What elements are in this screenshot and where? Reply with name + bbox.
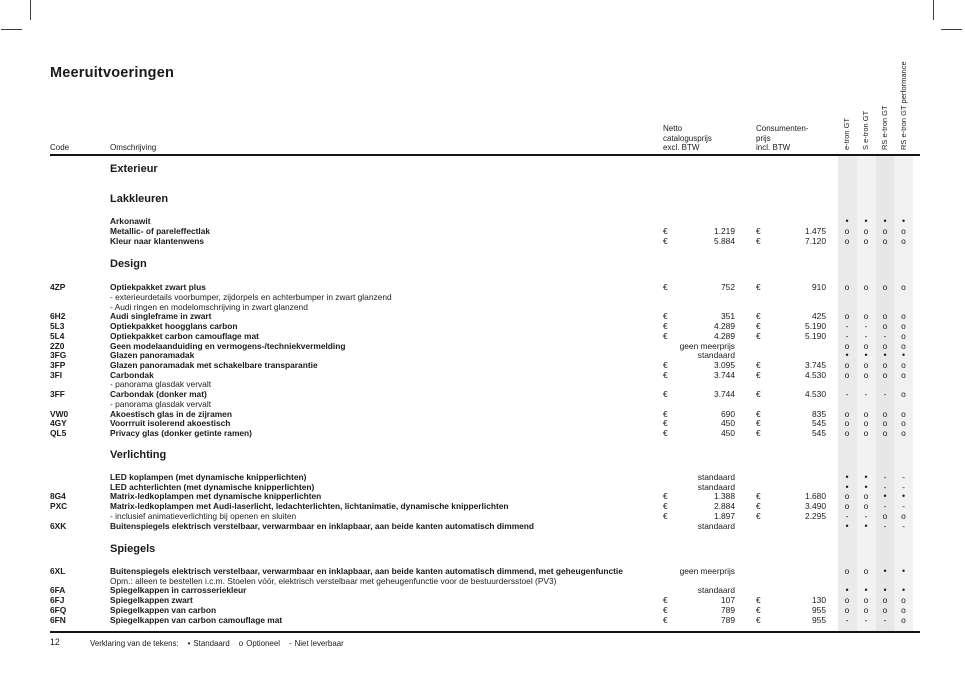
availability-cell: o (882, 282, 888, 293)
netto-price: 752 (721, 282, 735, 293)
model-column-label: RS e-tron GT (880, 105, 889, 150)
row-description: Metallic- of pareleffectlak (110, 226, 211, 237)
currency-symbol: € (663, 501, 668, 512)
row-description: Buitenspiegels elektrisch verstelbaar, verwarmbaar en inklapbaar, aan beide kanten automatisch dimmend (110, 520, 535, 531)
consumer-price: 910 (812, 282, 826, 293)
consumer-price: 5.190 (805, 321, 826, 332)
row-description: - Audi ringen en modelomschrijving in zwart glanzend (110, 301, 308, 312)
availability-cell: o (882, 369, 888, 380)
availability-cell: • (864, 520, 868, 531)
currency-symbol: € (756, 389, 761, 400)
availability-cell: o (901, 595, 906, 606)
consumer-price: 545 (812, 418, 826, 429)
legend-symbol: • (187, 638, 191, 648)
availability-cell: o (882, 226, 888, 237)
section-heading: Exterieur (110, 163, 158, 175)
row-description: Matrix-ledkoplampen met Audi-laserlicht, ledachterlichten, lichtanimatie, dynamische knipperlichten (110, 501, 509, 512)
availability-cell: o (901, 321, 906, 332)
availability-cell: • (845, 216, 849, 227)
availability-cell: o (844, 369, 850, 380)
legend-prefix: Verklaring van de tekens: (90, 638, 179, 648)
availability-cell: • (864, 481, 868, 492)
availability-cell: - (845, 389, 849, 400)
availability-cell: o (901, 235, 906, 246)
availability-cell: o (863, 428, 869, 438)
availability-cell: o (844, 604, 850, 615)
availability-cell: o (863, 311, 869, 322)
currency-symbol: € (663, 226, 668, 237)
availability-cell: o (901, 408, 906, 419)
legend-item (188, 639, 230, 648)
availability-cell: o (863, 491, 869, 502)
availability-cell: o (901, 311, 906, 322)
currency-symbol: € (756, 321, 761, 332)
legend-label: Niet leverbaar (294, 638, 344, 648)
availability-cell: - (845, 321, 849, 332)
availability-cell: o (863, 566, 869, 576)
currency-symbol: € (663, 282, 668, 293)
row-description: Glazen panoramadak met schakelbare transparantie (110, 359, 318, 370)
availability-cell: o (844, 235, 850, 246)
availability-cell: o (844, 226, 850, 237)
consumer-price: 425 (812, 311, 826, 322)
availability-cell: o (882, 359, 888, 370)
availability-cell: • (901, 585, 906, 596)
availability-cell: - (902, 501, 905, 512)
table-row (0, 429, 965, 439)
legend-label: Optioneel (246, 638, 280, 648)
row-description: Spiegelkappen in carrosseriekleur (110, 585, 247, 596)
availability-cell: • (864, 216, 868, 227)
crop-mark-top-left-vertical (30, 0, 31, 20)
currency-symbol: € (756, 604, 761, 615)
availability-cell: • (845, 472, 849, 482)
row-code: 6FQ (50, 604, 67, 615)
netto-price: 789 (721, 614, 735, 625)
table-row (0, 522, 965, 532)
availability-cell: o (863, 418, 869, 429)
availability-cell: - (883, 389, 887, 400)
section-heading: Lakkleuren (110, 193, 169, 205)
column-header-consumer-price (756, 124, 808, 153)
availability-cell: o (901, 340, 906, 351)
availability-cell: - (902, 520, 905, 531)
availability-cell: - (883, 472, 887, 482)
row-description: LED koplampen (met dynamische knipperlichten) (110, 472, 307, 482)
row-code: 4ZP (50, 282, 66, 293)
currency-symbol: € (756, 408, 761, 419)
model-column-label: e-tron GT (842, 117, 851, 150)
netto-price: 4.289 (714, 330, 735, 341)
netto-price: 107 (721, 595, 735, 606)
currency-symbol: € (756, 491, 761, 502)
availability-cell: o (901, 418, 906, 429)
netto-price: 690 (721, 408, 735, 419)
currency-symbol: € (663, 369, 668, 380)
availability-cell: o (882, 418, 888, 429)
availability-cell: o (882, 311, 888, 322)
availability-cell: o (844, 491, 850, 502)
availability-cell: o (901, 359, 906, 370)
availability-cell: - (864, 389, 868, 400)
availability-cell: o (863, 501, 869, 512)
availability-cell: • (901, 566, 906, 576)
availability-cell: - (883, 614, 887, 625)
netto-header-line: catalogusprijs (663, 133, 712, 143)
page-number: 12 (50, 637, 60, 647)
currency-symbol: € (663, 491, 668, 502)
price-label: standaard (697, 350, 735, 361)
availability-cell: o (882, 428, 888, 438)
currency-symbol: € (756, 282, 761, 293)
currency-symbol: € (663, 418, 668, 429)
availability-cell: o (882, 235, 888, 246)
row-code: 6FN (50, 614, 66, 625)
availability-cell: • (845, 585, 849, 596)
availability-cell: • (901, 350, 906, 361)
currency-symbol: € (663, 389, 668, 400)
availability-cell: o (863, 340, 869, 351)
netto-price: 789 (721, 604, 735, 615)
netto-price: 1.219 (714, 226, 735, 237)
row-code: 5L3 (50, 321, 65, 332)
currency-symbol: € (756, 595, 761, 606)
currency-symbol: € (663, 510, 668, 521)
availability-cell: o (882, 321, 888, 332)
row-description: Buitenspiegels elektrisch verstelbaar, verwarmbaar en inklapbaar, aan beide kanten automatisch dimmend, met geheugenfunctie (110, 566, 623, 576)
availability-cell: o (901, 604, 906, 615)
row-code: 3FI (50, 369, 63, 380)
row-description: Arkonawit (110, 216, 151, 227)
availability-cell: o (901, 389, 906, 400)
currency-symbol: € (663, 359, 668, 370)
availability-cell: o (863, 226, 869, 237)
model-column-label: RS e-tron GT performance (898, 61, 908, 150)
currency-symbol: € (663, 311, 668, 322)
currency-symbol: € (756, 311, 761, 322)
section-heading: Spiegels (110, 543, 156, 555)
availability-cell: o (901, 226, 906, 237)
availability-cell: • (864, 350, 868, 361)
availability-cell: - (864, 510, 868, 521)
netto-price: 351 (721, 311, 735, 322)
row-description: Akoestisch glas in de zijramen (110, 408, 232, 419)
availability-cell: o (882, 604, 888, 615)
consumer-header-line: incl. BTW (756, 143, 791, 153)
availability-cell: - (845, 510, 849, 521)
netto-price: 450 (721, 418, 735, 429)
consumer-price: 1.475 (805, 226, 826, 237)
availability-cell: o (844, 359, 850, 370)
availability-cell: o (844, 566, 850, 576)
row-description: Spiegelkappen van carbon camouflage mat (110, 614, 283, 625)
row-description: Voorrruit isolerend akoestisch (110, 418, 231, 429)
row-code: QL5 (50, 428, 67, 438)
row-description: Privacy glas (donker getinte ramen) (110, 428, 252, 438)
row-code: 6XK (50, 520, 67, 531)
availability-cell: - (902, 472, 905, 482)
availability-cell: o (844, 282, 850, 293)
availability-cell: o (901, 330, 906, 341)
section-heading: Design (110, 258, 147, 270)
availability-cell: o (844, 340, 850, 351)
availability-cell: • (864, 472, 868, 482)
availability-cell: o (882, 510, 888, 521)
row-description: Opm.: alleen te bestellen i.c.m. Stoelen vóór, elektrisch verstelbaar met geheugenfunctie voor de bestuurdersstoel (PV3) (110, 575, 557, 586)
currency-symbol: € (663, 595, 668, 606)
row-description: Carbondak (110, 369, 154, 380)
crop-mark-top-left-horizontal (1, 29, 22, 30)
currency-symbol: € (663, 235, 668, 246)
availability-cell: o (863, 369, 869, 380)
consumer-price: 4.530 (805, 369, 826, 380)
availability-cell: • (883, 216, 887, 227)
availability-cell: - (883, 520, 887, 531)
currency-symbol: € (756, 359, 761, 370)
row-description: Spiegelkappen zwart (110, 595, 193, 606)
symbol-legend (90, 639, 344, 648)
table-header-rule (50, 154, 920, 156)
price-label: geen meerprijs (679, 566, 735, 576)
consumer-price: 130 (812, 595, 826, 606)
consumer-price: 1.680 (805, 491, 826, 502)
availability-cell: o (882, 408, 888, 419)
netto-price: 3.744 (714, 389, 735, 400)
availability-cell: o (901, 428, 906, 438)
consumer-header-line: prijs (756, 133, 771, 143)
currency-symbol: € (756, 501, 761, 512)
availability-cell: • (845, 481, 849, 492)
row-code: PXC (50, 501, 68, 512)
consumer-price: 7.120 (805, 235, 826, 246)
availability-cell: • (901, 491, 906, 502)
availability-cell: o (844, 501, 850, 512)
consumer-price: 5.190 (805, 330, 826, 341)
currency-symbol: € (663, 604, 668, 615)
row-description: - exterieurdetails voorbumper, zijdorpels en achterbumper in zwart glanzend (110, 291, 392, 302)
availability-cell: - (883, 330, 887, 341)
consumer-price: 955 (812, 614, 826, 625)
price-label: standaard (697, 481, 735, 492)
availability-cell: o (901, 510, 906, 521)
consumer-price: 3.490 (805, 501, 826, 512)
availability-cell: - (883, 501, 887, 512)
availability-cell: • (901, 216, 906, 227)
price-label: standaard (697, 472, 735, 482)
row-description: - panorama glasdak vervalt (110, 379, 212, 390)
currency-symbol: € (756, 428, 761, 438)
price-label: geen meerprijs (679, 340, 735, 351)
row-description: Audi singleframe in zwart (110, 311, 212, 322)
consumer-price: 2.295 (805, 510, 826, 521)
netto-price: 1.388 (714, 491, 735, 502)
currency-symbol: € (756, 510, 761, 521)
row-code: 4GY (50, 418, 67, 429)
row-code: 8G4 (50, 491, 66, 502)
netto-price: 450 (721, 428, 735, 438)
column-header-code: Code (50, 143, 70, 152)
availability-cell: • (883, 491, 887, 502)
consumer-price: 835 (812, 408, 826, 419)
availability-cell: o (901, 614, 906, 625)
row-description: Optiekpakket zwart plus (110, 282, 206, 293)
availability-cell: o (863, 359, 869, 370)
currency-symbol: € (756, 330, 761, 341)
availability-cell: o (844, 595, 850, 606)
netto-price: 1.897 (714, 510, 735, 521)
currency-symbol: € (663, 408, 668, 419)
availability-cell: - (864, 330, 868, 341)
currency-symbol: € (756, 418, 761, 429)
row-code: 3FF (50, 389, 65, 400)
availability-cell: - (864, 614, 868, 625)
availability-cell: o (844, 311, 850, 322)
netto-price: 3.095 (714, 359, 735, 370)
row-description: Optiekpakket hoogglans carbon (110, 321, 238, 332)
currency-symbol: € (663, 614, 668, 625)
availability-cell: o (844, 418, 850, 429)
currency-symbol: € (756, 235, 761, 246)
row-code: 3FG (50, 350, 67, 361)
row-code: 2Z0 (50, 340, 65, 351)
consumer-header-line: Consumenten- (756, 124, 809, 133)
row-description: Optiekpakket carbon camouflage mat (110, 330, 259, 341)
row-code: VW0 (50, 408, 69, 419)
availability-cell: • (883, 566, 887, 576)
price-label: standaard (697, 585, 735, 596)
availability-cell: • (845, 520, 849, 531)
availability-cell: • (883, 350, 887, 361)
netto-price: 2.884 (714, 501, 735, 512)
availability-cell: o (901, 282, 906, 293)
currency-symbol: € (756, 614, 761, 625)
currency-symbol: € (756, 369, 761, 380)
availability-cell: - (845, 330, 849, 341)
availability-cell: o (863, 235, 869, 246)
row-description: - panorama glasdak vervalt (110, 398, 212, 409)
currency-symbol: € (756, 226, 761, 237)
crop-mark-top-right-vertical (933, 0, 934, 20)
column-header-description: Omschrijving (110, 143, 157, 152)
netto-price: 5.884 (714, 235, 735, 246)
legend-label: Standaard (193, 638, 230, 648)
netto-price: 3.744 (714, 369, 735, 380)
availability-cell: - (902, 481, 905, 492)
row-description: Matrix-ledkoplampen met dynamische knipperlichten (110, 491, 322, 502)
table-row (0, 616, 965, 626)
availability-cell: o (844, 408, 850, 419)
row-code: 6XL (50, 566, 66, 576)
availability-cell: - (864, 321, 868, 332)
table-row (0, 237, 965, 247)
row-description: Kleur naar klantenwens (110, 235, 205, 246)
page-title: Meeruitvoeringen (50, 65, 175, 81)
availability-cell: • (864, 585, 868, 596)
availability-cell: o (863, 595, 869, 606)
row-description: - inclusief animatieverlichting bij openen en sluiten (110, 510, 297, 521)
availability-cell: o (863, 604, 869, 615)
crop-mark-top-right-horizontal (941, 29, 962, 30)
row-description: Carbondak (donker mat) (110, 389, 207, 400)
consumer-price: 3.745 (805, 359, 826, 370)
legend-symbol: - (288, 638, 292, 648)
availability-cell: • (883, 585, 887, 596)
row-code: 3FP (50, 359, 66, 370)
legend-item (289, 639, 344, 648)
netto-header-line: excl. BTW (663, 143, 700, 153)
legend-symbol: o (238, 638, 244, 648)
row-description: LED achterlichten (met dynamische knipperlichten) (110, 481, 315, 492)
row-description: Glazen panoramadak (110, 350, 195, 361)
availability-cell: o (863, 282, 869, 293)
row-code: 6H2 (50, 311, 66, 322)
column-header-netto-price (663, 124, 712, 153)
table-bottom-rule (50, 631, 920, 633)
availability-cell: - (883, 481, 887, 492)
currency-symbol: € (663, 330, 668, 341)
legend-item (239, 639, 280, 648)
netto-header-line: Netto (663, 124, 683, 133)
availability-cell: • (845, 350, 849, 361)
availability-cell: o (844, 428, 850, 438)
row-description: Spiegelkappen van carbon (110, 604, 217, 615)
availability-cell: o (901, 369, 906, 380)
currency-symbol: € (663, 321, 668, 332)
consumer-price: 4.530 (805, 389, 826, 400)
currency-symbol: € (663, 428, 668, 438)
availability-cell: o (882, 595, 888, 606)
availability-cell: o (882, 340, 888, 351)
section-heading: Verlichting (110, 449, 167, 461)
consumer-price: 545 (812, 428, 826, 438)
row-description: Geen modelaanduiding en vermogens-/techniekvermelding (110, 340, 346, 351)
availability-cell: - (845, 614, 849, 625)
consumer-price: 955 (812, 604, 826, 615)
netto-price: 4.289 (714, 321, 735, 332)
row-code: 6FJ (50, 595, 65, 606)
row-code: 6FA (50, 585, 66, 596)
price-label: standaard (697, 520, 735, 531)
availability-cell: o (863, 408, 869, 419)
row-code: 5L4 (50, 330, 65, 341)
model-column-label: S e-tron GT (861, 110, 870, 150)
